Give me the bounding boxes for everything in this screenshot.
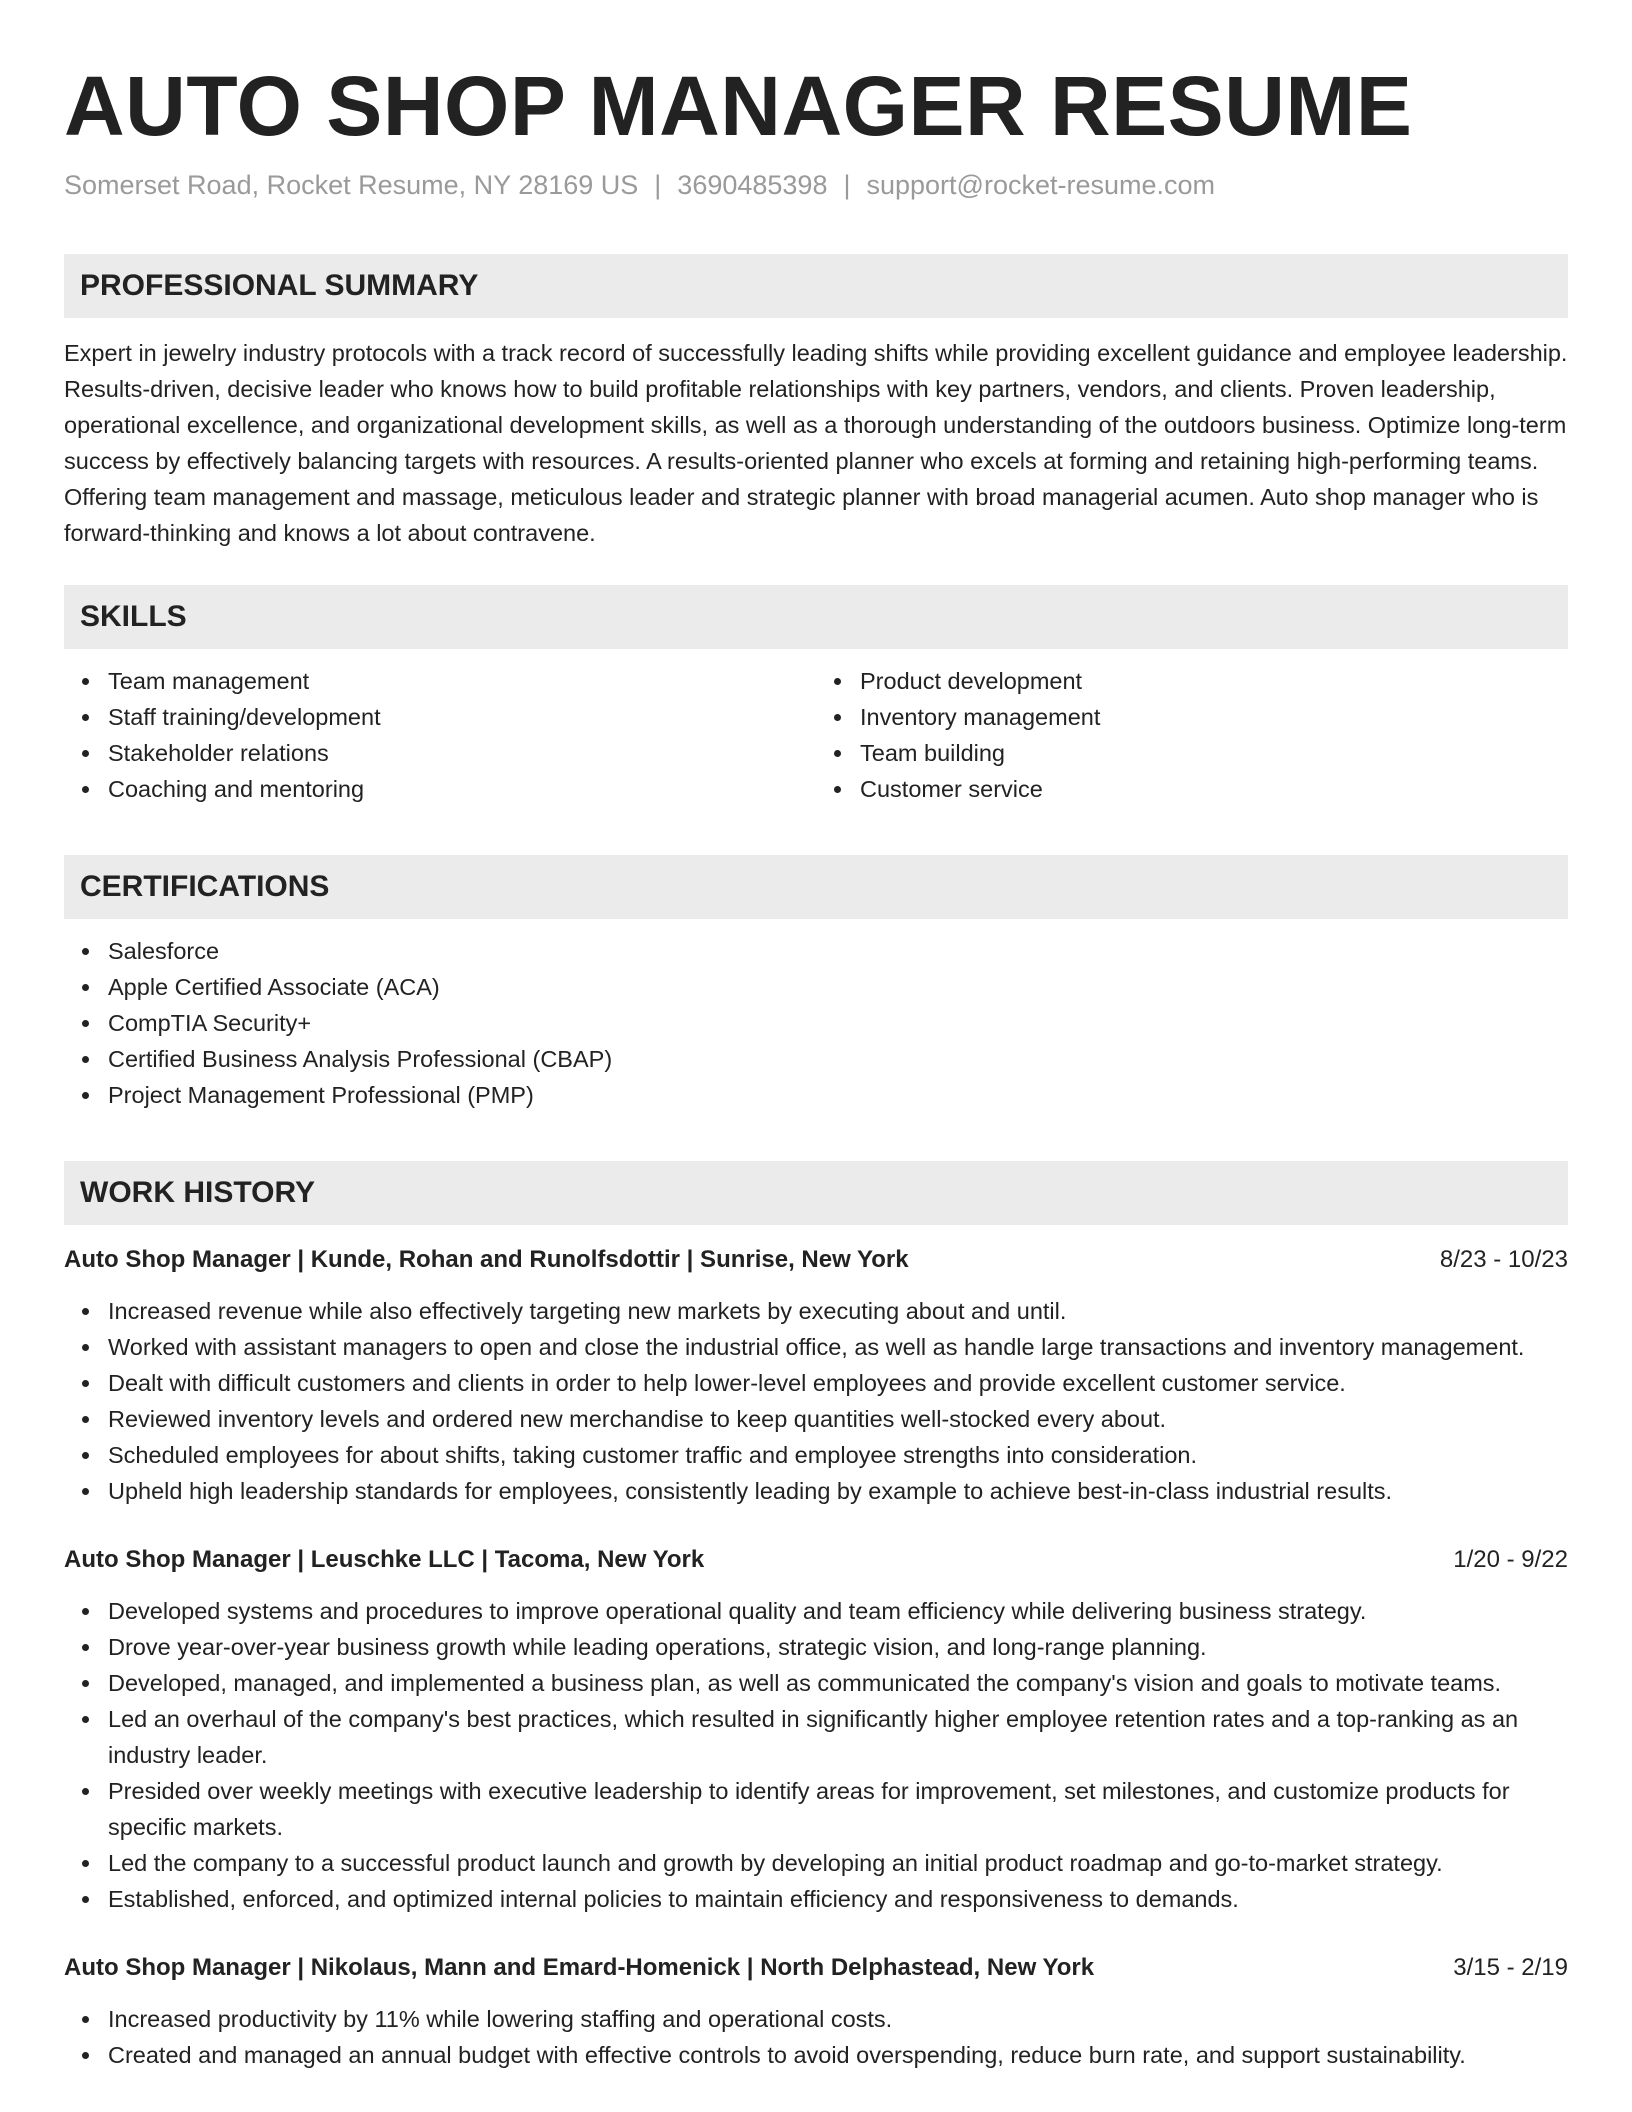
skill-item: Stakeholder relations xyxy=(108,735,816,771)
skill-item: Staff training/development xyxy=(108,699,816,735)
job-title: Auto Shop Manager | Kunde, Rohan and Runolfsdottir | Sunrise, New York xyxy=(64,1246,909,1273)
certification-item: Project Management Professional (PMP) xyxy=(108,1077,1568,1113)
skill-item: Customer service xyxy=(860,771,1568,807)
job-entry xyxy=(64,1243,1568,1509)
job-header xyxy=(64,1243,1568,1277)
job-dates: 3/15 - 2/19 xyxy=(1453,1954,1568,1981)
skill-item: Inventory management xyxy=(860,699,1568,735)
job-bullet: Reviewed inventory levels and ordered new merchandise to keep quantities well-stocked every about. xyxy=(108,1401,1568,1437)
skills-list-right xyxy=(816,663,1568,807)
section-heading-skills: SKILLS xyxy=(64,585,1568,649)
job-bullet: Developed systems and procedures to improve operational quality and team efficiency while delivering business strategy. xyxy=(108,1593,1568,1629)
certification-item: Apple Certified Associate (ACA) xyxy=(108,969,1568,1005)
skills-list-left xyxy=(64,663,816,807)
job-dates: 8/23 - 10/23 xyxy=(1439,1246,1568,1273)
job-bullet: Worked with assistant managers to open and close the industrial office, as well as handle large transactions and inventory management. xyxy=(108,1329,1568,1365)
job-bullets xyxy=(64,1293,1568,1509)
job-bullets xyxy=(64,1593,1568,1917)
contact-separator: | xyxy=(654,170,662,200)
resume-title: AUTO SHOP MANAGER RESUME xyxy=(64,59,1413,153)
job-bullet: Established, enforced, and optimized internal policies to maintain efficiency and responsiveness to demands. xyxy=(108,1881,1568,1917)
summary-text: Expert in jewelry industry protocols with a track record of successfully leading shifts while providing excellent guidance and employee leadership. Results-driven, decisive leader who knows how to build profitable relationships with key partners, vendors, and clients. Proven leadership, operational excellence, and organizational development skills, as well as a thorough understanding of the outdoors business. Optimize long-term success by effectively balancing targets with resources. A results-oriented planner who excels at forming and retaining high-performing teams. Offering team management and massage, meticulous leader and strategic planner with broad managerial acumen. Auto shop manager who is forward-thinking and knows a lot about contravene. xyxy=(64,340,1568,546)
job-header xyxy=(64,1951,1568,1985)
job-header xyxy=(64,1543,1568,1577)
skills-grid xyxy=(64,663,1568,807)
job-bullet: Upheld high leadership standards for employees, consistently leading by example to achieve best-in-class industrial results. xyxy=(108,1473,1568,1509)
job-bullet: Increased productivity by 11% while lowering staffing and operational costs. xyxy=(108,2001,1568,2037)
contact-line xyxy=(64,168,1568,202)
skill-item: Product development xyxy=(860,663,1568,699)
job-entry xyxy=(64,1951,1568,2073)
certification-item: Certified Business Analysis Professional (CBAP) xyxy=(108,1041,1568,1077)
certification-item: CompTIA Security+ xyxy=(108,1005,1568,1041)
certifications-list xyxy=(64,933,1568,1113)
contact-phone: 3690485398 xyxy=(677,170,828,200)
job-entry xyxy=(64,1543,1568,1917)
certification-item: Salesforce xyxy=(108,933,1568,969)
skill-item: Team management xyxy=(108,663,816,699)
job-bullet: Led the company to a successful product launch and growth by developing an initial product roadmap and go-to-market strategy. xyxy=(108,1845,1568,1881)
resume-page xyxy=(64,56,1568,2073)
job-title: Auto Shop Manager | Nikolaus, Mann and Emard-Homenick | North Delphastead, New York xyxy=(64,1954,1095,1981)
skill-item: Team building xyxy=(860,735,1568,771)
skill-item: Coaching and mentoring xyxy=(108,771,816,807)
job-dates: 1/20 - 9/22 xyxy=(1453,1546,1568,1573)
job-bullet: Drove year-over-year business growth while leading operations, strategic vision, and long-range planning. xyxy=(108,1629,1568,1665)
section-heading-certifications: CERTIFICATIONS xyxy=(64,855,1568,919)
section-heading-summary: PROFESSIONAL SUMMARY xyxy=(64,254,1568,318)
contact-email: support@rocket-resume.com xyxy=(866,170,1216,200)
job-bullet: Led an overhaul of the company's best practices, which resulted in significantly higher employee retention rates and a top-ranking as an industry leader. xyxy=(108,1701,1568,1773)
job-bullets xyxy=(64,2001,1568,2073)
job-title: Auto Shop Manager | Leuschke LLC | Tacoma, New York xyxy=(64,1546,705,1573)
job-bullet: Presided over weekly meetings with executive leadership to identify areas for improvement, set milestones, and customize products for specific markets. xyxy=(108,1773,1568,1845)
job-bullet: Developed, managed, and implemented a business plan, as well as communicated the company's vision and goals to motivate teams. xyxy=(108,1665,1568,1701)
contact-separator: | xyxy=(843,170,851,200)
job-bullet: Scheduled employees for about shifts, taking customer traffic and employee strengths into consideration. xyxy=(108,1437,1568,1473)
section-heading-work-history: WORK HISTORY xyxy=(64,1161,1568,1225)
job-bullet: Increased revenue while also effectively targeting new markets by executing about and until. xyxy=(108,1293,1568,1329)
contact-address: Somerset Road, Rocket Resume, NY 28169 US xyxy=(64,170,639,200)
job-bullet: Created and managed an annual budget with effective controls to avoid overspending, reduce burn rate, and support sustainability. xyxy=(108,2037,1568,2073)
job-bullet: Dealt with difficult customers and clients in order to help lower-level employees and provide excellent customer service. xyxy=(108,1365,1568,1401)
